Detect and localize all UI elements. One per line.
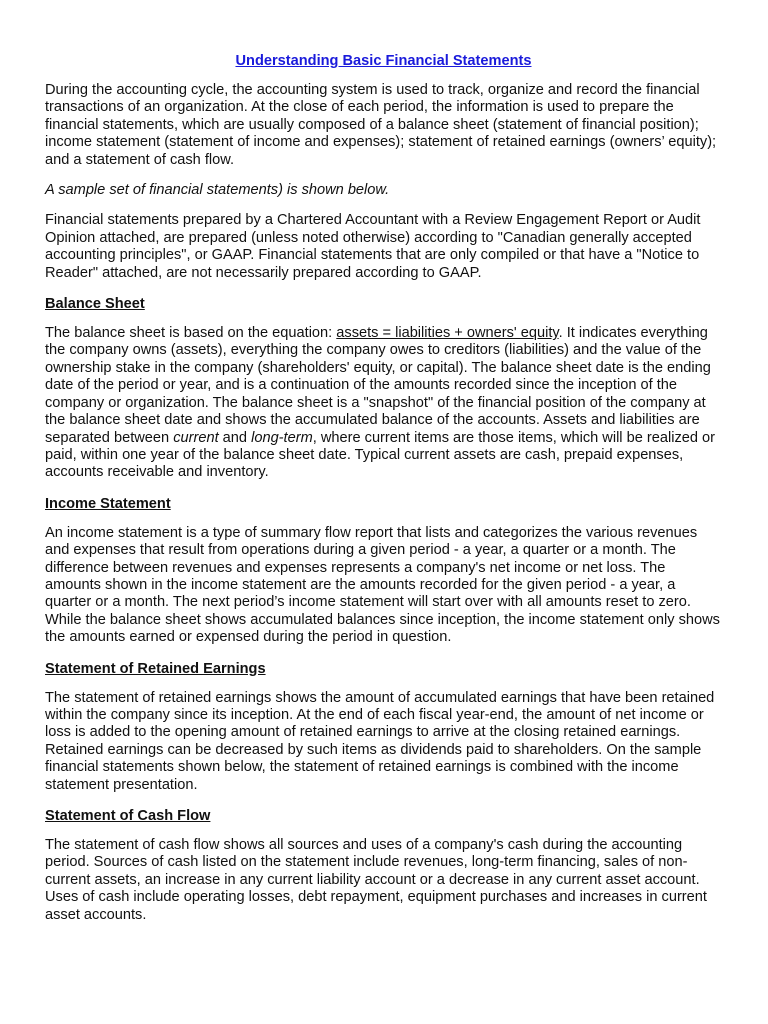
retained-earnings-heading: Statement of Retained Earnings: [45, 660, 266, 677]
intro-paragraph-1: During the accounting cycle, the accounting system is used to track, organize and record the financial transactions of an organization. At the close of each period, the information is used to prepare the financial statements, which are usually composed of a balance sheet (statement of financial position); income statement (statement of income and expenses); statement of retained earnings (owners’ equity); and a statement of cash flow.: [45, 82, 717, 168]
balance-sheet-text-a: The balance sheet is based on the equation:: [45, 325, 337, 342]
balance-sheet-text-d: , where current items are those items, which will be realized or paid, within one year of the balance sheet date. Typical current assets are cash, prepaid expenses, accounts receivable and inventory.: [45, 429, 716, 481]
income-statement-paragraph: An income statement is a type of summary flow report that lists and categorizes the various revenues and expenses that result from operations during a given period - a year, a quarter or a month. The difference between revenues and expenses represents a company's net income or net loss. The amounts shown in the income statement are the amounts recorded for the given period - a year, a quarter or a month. The next period’s income statement will start over with all amounts reset to zero. While the balance sheet shows accumulated balances since inception, the income statement only shows the amounts earned or expensed during the period in question.: [45, 524, 720, 646]
income-statement-heading: Income Statement: [45, 495, 171, 512]
cash-flow-heading: Statement of Cash Flow: [45, 808, 211, 824]
intro-paragraph-2: A sample set of financial statements) is shown below.: [45, 182, 390, 199]
balance-sheet-text-c: and: [218, 429, 252, 446]
term-long-term: long-term: [251, 429, 313, 446]
balance-sheet-heading: Balance Sheet: [45, 296, 145, 313]
balance-sheet-paragraph: [45, 325, 722, 482]
document-title: [45, 52, 722, 70]
retained-earnings-paragraph: The statement of retained earnings shows the amount of accumulated earnings that have been retained within the company since its inception. At the end of each fiscal year-end, the amount of net income or loss is added to the opening amount of retained earnings to arrive at the closing retained earnings. Retained earnings can be decreased by such items as dividends paid to shareholders. On the sample financial statements shown below, the statement of retained earnings is combined with the income statement presentation.: [45, 689, 715, 793]
document-title-link[interactable]: Understanding Basic Financial Statements: [235, 53, 532, 69]
balance-sheet-equation: assets = liabilities + owners' equity: [336, 325, 559, 342]
term-current: current: [173, 429, 219, 446]
intro-paragraph-3: Financial statements prepared by a Chartered Accountant with a Review Engagement Report or Audit Opinion attached, are prepared (unless noted otherwise) according to "Canadian generally accepted accounting principles", or GAAP. Financial statements that are only compiled or that have a "Notice to Reader" attached, are not necessarily prepared according to GAAP.: [45, 212, 701, 281]
cash-flow-paragraph: The statement of cash flow shows all sources and uses of a company's cash during the accounting period. Sources of cash listed on the statement include revenues, long-term financing, sales of non-current assets, an increase in any current liability account or a decrease in any current asset account. Uses of cash include operating losses, debt repayment, equipment purchases and increases in current asset accounts.: [45, 837, 707, 923]
balance-sheet-text-b: . It indicates everything the company owns (assets), everything the company owes to creditors (liabilities) and the value of the ownership stake in the company (shareholders' equity, or capital). The balance sheet date is the ending date of the period or year, and is a continuation of the amounts recorded since the inception of the company or organization. The balance sheet is a "snapshot" of the financial position of the company at the balance sheet date and shows the accumulated balance of the accounts. Assets and liabilities are separated between: [45, 325, 711, 446]
